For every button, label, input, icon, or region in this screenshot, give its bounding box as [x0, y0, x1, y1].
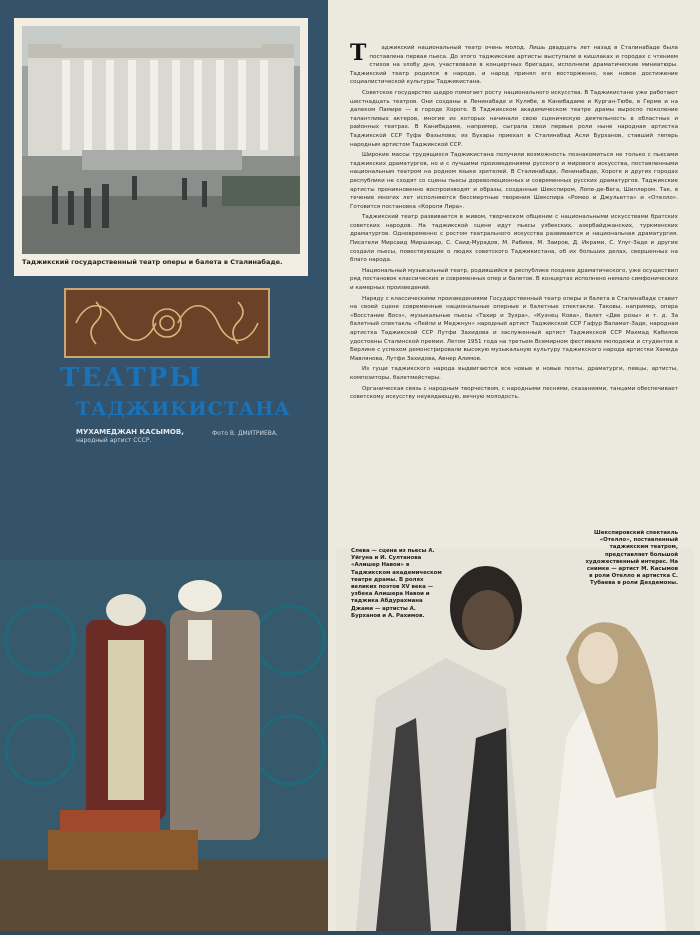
article-author: МУХАМЕДЖАН КАСЫМОВ,: [76, 428, 184, 436]
drop-cap: Т: [350, 40, 367, 66]
article-paragraph: Наряду с классическими произведениями Государственный театр оперы и балета в Сталинабаде ставит на своей сцене современные национальные оперные и балетные спектакли. Таковы, например, опера «Восстание Восэ», музыкальные пьесы «Тахир и Зухра», «Кузнец Кова», балет «Две розы» и т. д. За балетный спектакль «Лейли и Меджнун» народный артист Таджикской ССР Гафур Валамат-Заде, народная артистка Таджикской ССР Лутфи Захидова и заслуженный артист Таджикской ССР Махмад Кабилов удостоены Сталинской премии. Летом 1951 года на третьем Всемирном фестивале молодежи и студентов в Берлине с успехом демонстрировали высокую музыкальную культуру таджикского народа артистки Хамида Мавлянова, Лутфи Захидова, Авнер Алимов.: [350, 295, 678, 362]
ornament-pattern: [66, 290, 268, 356]
ornament-panel: [64, 288, 270, 358]
article-paragraph: Таджикский театр развивается в живом, творческом общении с национальными искусствами братских советских народов. На таджикской сцене идут пьесы узбекских, азербайджанских, туркменских драматургов. Одновременно с ростом театрального искусства развивается и национальная драматургия. Писатели Мирсаид Миршакар, С. Саид-Мурадов, М. Рабиев, М. Заиров, Д. Икрами, С. Улуг-Заде и другие создали пьесы, повествующие о людях советского Таджикистана, об их больших делах, свершенных на благо народа.: [350, 214, 678, 264]
article-paragraph: Широкие массы трудящихся Таджикистана получили возможность познакомиться не только с пьесами таджикских драматургов, но и с лучшими произведениями русского и мирового искусства, поставленными национальным театром на родном языке зрителей. В Сталинабаде, Ленинабаде, Хороге и других городах республики не сходят со сцены пьесы дореволюционных и современных русских драматургов. Таджикские артисты проникновенно воспроизводят и образы, созданные Шекспиром, Лопе-де-Вега, Шиллером. Так, в течение многих лет исполняются бессмертные творения Шекспира «Ромео и Джульетта» и «Отелло». Готовится постановка «Короля Лира».: [350, 152, 678, 210]
stage-scene-photo: [0, 560, 328, 931]
opera-theatre-caption: Таджикский государственный театр оперы и балета в Сталинабаде.: [22, 258, 283, 266]
article-paragraph: Советское государство щедро помогает росту национального искусства. В Таджикистане уже работают шестнадцать театров. Они созданы в Ленинабаде и Кулябе, в Канибадаме и Курган-Тюбе, в Герме и на далеком Памире — в городе Хороге. В Таджикском академическом театре драмы выросло поколение талантливых актеров, многие из которых начинали свою сценическую деятельность в областных и районных театрах. В Канибадаме, например, сыграла свои первые роли ныне народная артистка Таджикской ССР Туфа Фазылова; из Бухары приехал в Сталинабад Асли Бурханов, ставший теперь народным артистом Таджикской ССР.: [350, 89, 678, 148]
article-paragraph: Т аджикский национальный театр очень молод. Лишь двадцать лет назад в Сталинабаде была поставлена первая пьеса. До этого таджикские артисты выступали в кишлаках и городах с чтением стихов на злобу дня, участвовали в концертных бригадах, исполняли драматические миниатюры. Таджикский театр родился в народе, и народ принял его восторженно, как новое достижение социалистической культуры Таджикистана.: [350, 44, 678, 87]
opera-theatre-photo: [22, 26, 300, 254]
article-paragraph: Из гущи таджикского народа выдвигаются все новые и новые поэты, драматурги, певцы, артисты, композиторы, балетмейстеры.: [350, 366, 678, 381]
article-author-title: народный артист СССР.: [76, 437, 152, 444]
article-body: [350, 40, 678, 404]
opera-theatre-illustration: [22, 26, 300, 254]
article-paragraph: Органическая связь с народным творчеством, с народными песнями, сказаниями, танцами обеспечивает советскому искусству неувядающую, вечную молодость.: [350, 385, 678, 401]
caption-alisher-navoi: Слева — сцена из пьесы А. Уйгуна и И. Султанова «Алишер Навои» в Таджикском академическом театре драмы. В ролях великих поэтов XV века — узбека Алишера Навои и таджика Абдурахмана Джами — артисты А. Бурханов и А. Рахимов.: [351, 548, 442, 619]
caption-othello: Шекспировский спектакль «Отелло», поставленный таджикским театром, представляет большой художественный интерес. На снимке — артист М. Касымов в роли Отелло и артистка С. Тубаева в роли Дездемоны.: [585, 530, 678, 587]
photographer-credit: Фото В. ДМИТРИЕВА.: [212, 430, 278, 437]
opera-theatre-photo-frame: [14, 18, 308, 276]
article-title-line1: ТЕАТРЫ: [60, 363, 203, 393]
article-title-line2: ТАДЖИКИСТАНА: [76, 398, 291, 420]
article-paragraph: Национальный музыкальный театр, родившийся в республике позднее драматического, уже осуществил ряд постановок классических и современных опер и балетов. В концертах исполнено немало симфонических и камерных произведений.: [350, 267, 678, 292]
alisher-navoi-scene-illustration: [0, 560, 328, 931]
